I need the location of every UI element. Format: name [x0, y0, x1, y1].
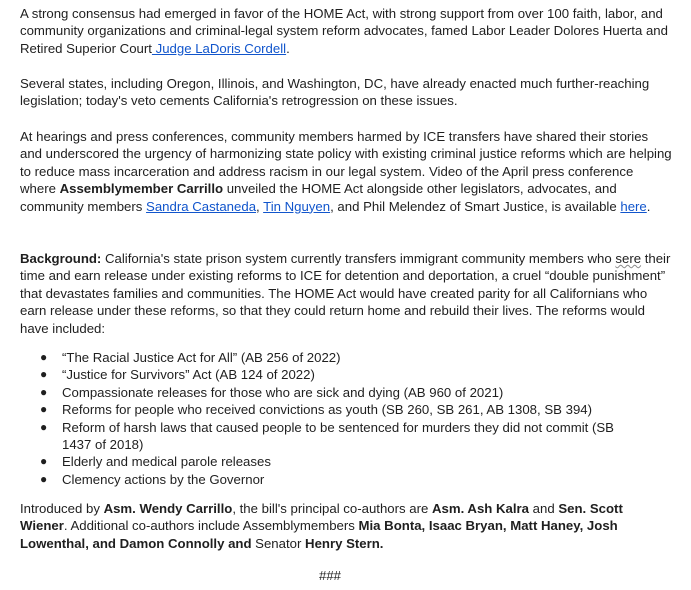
list-item: ● Reform of harsh laws that caused people to be sentenced for murders they did not commit (SB 1437 of 2018) [40, 419, 614, 453]
bold-coauthors-list: Mia Bonta, Isaac Bryan, Matt Haney, Josh Lowenthal, and Damon Connolly and [20, 518, 618, 551]
bold-assemblymember-carrillo: Assemblymember Carrillo [59, 181, 224, 197]
reforms-list [20, 349, 640, 488]
bullet-icon: ● [40, 367, 48, 382]
list-item: ● “The Racial Justice Act for All” (AB 256 of 2022) [40, 350, 341, 365]
background-label: Background: [20, 251, 102, 266]
bullet-icon: ● [40, 402, 48, 417]
paragraph-consensus: A strong consensus had emerged in favor of the HOME Act, with strong support from over 100 faith, labor, and community organizations and criminal-legal system reform advocates, famed Labor Leader Dolores Huerta and Retired Superior Court Judge LaDoris Cordell. [20, 6, 668, 56]
bullet-icon: ● [40, 350, 48, 364]
bold-scott-wiener: Sen. Scott Wiener [20, 501, 623, 534]
list-item: ● Reforms for people who received convictions as youth (SB 260, SB 261, AB 1308, SB 394) [40, 402, 592, 418]
list-item: ● Clemency actions by the Governor [40, 471, 265, 487]
bold-henry-stern: Henry Stern. [305, 535, 384, 551]
bold-wendy-carrillo: Asm. Wendy Carrillo [103, 501, 233, 516]
link-judge-ladoris-cordell[interactable]: Judge LaDoris Cordell [151, 40, 287, 56]
paragraph-other-states [20, 75, 672, 110]
list-item: ● Elderly and medical parole releases [40, 454, 271, 470]
paragraph-text: Several states, including Oregon, Illinois, and Washington, DC, have already enacted much further-reaching legislation; today's veto cements California's retrogression on these issues. [20, 76, 650, 109]
bullet-icon: ● [40, 471, 48, 486]
paragraph-background: Background: California's state prison system currently transfers immigrant community members who sere their time and earn release under existing reforms to ICE for detention and deportation, a cruel “double punishment” that devastates families and communities. The HOME Act would have created parity for all Californians who earn release under these reforms, so that they could return home and rebuild their lives. The reforms would have included: [20, 251, 671, 336]
paragraph-hearings: At hearings and press conferences, community members harmed by ICE transfers have shared their stories and underscored the urgency of harmonizing state policy with existing criminal justice reforms which are helping to reduce mass incarceration and address racism in our legal system. Video of the April press conference where Assemblymember Carrillo unveiled the HOME Act alongside other legislators, advocates, and community members Sandra Castaneda, Tin Nguyen, and Phil Melendez of Smart Justice, is available here. [20, 129, 672, 214]
bold-ash-kalra: Asm. Ash Kalra [432, 501, 530, 516]
bullet-icon: ● [40, 419, 48, 434]
paragraph-text: A strong consensus had emerged in favor of the HOME Act, with strong support from over 100 faith, labor, and community organizations and criminal-legal system reform advocates, famed Labor Leader Dolores Huerta and Retired Superior Court [20, 6, 668, 56]
link-here[interactable]: here [620, 198, 647, 214]
list-item: ● Compassionate releases for those who are sick and dying (AB 960 of 2021) [40, 384, 504, 400]
link-tin-nguyen[interactable]: Tin Nguyen [263, 198, 331, 214]
end-mark: ### [318, 568, 341, 583]
paragraph-coauthors: Introduced by Asm. Wendy Carrillo, the bill's principal co-authors are Asm. Ash Kalra and Sen. Scott Wiener. Additional co-authors include Assemblymembers Mia Bonta, Isaac Bryan, Matt Haney, Josh Lowenthal, and Damon Connolly and Senator Henry Stern. [20, 501, 623, 551]
misspelled-word: sere [615, 251, 642, 266]
link-sandra-castaneda[interactable]: Sandra Castaneda [146, 198, 257, 214]
bullet-icon: ● [40, 454, 48, 469]
list-item: ● “Justice for Survivors” Act (AB 124 of 2022) [40, 367, 315, 383]
bullet-icon: ● [40, 384, 48, 399]
